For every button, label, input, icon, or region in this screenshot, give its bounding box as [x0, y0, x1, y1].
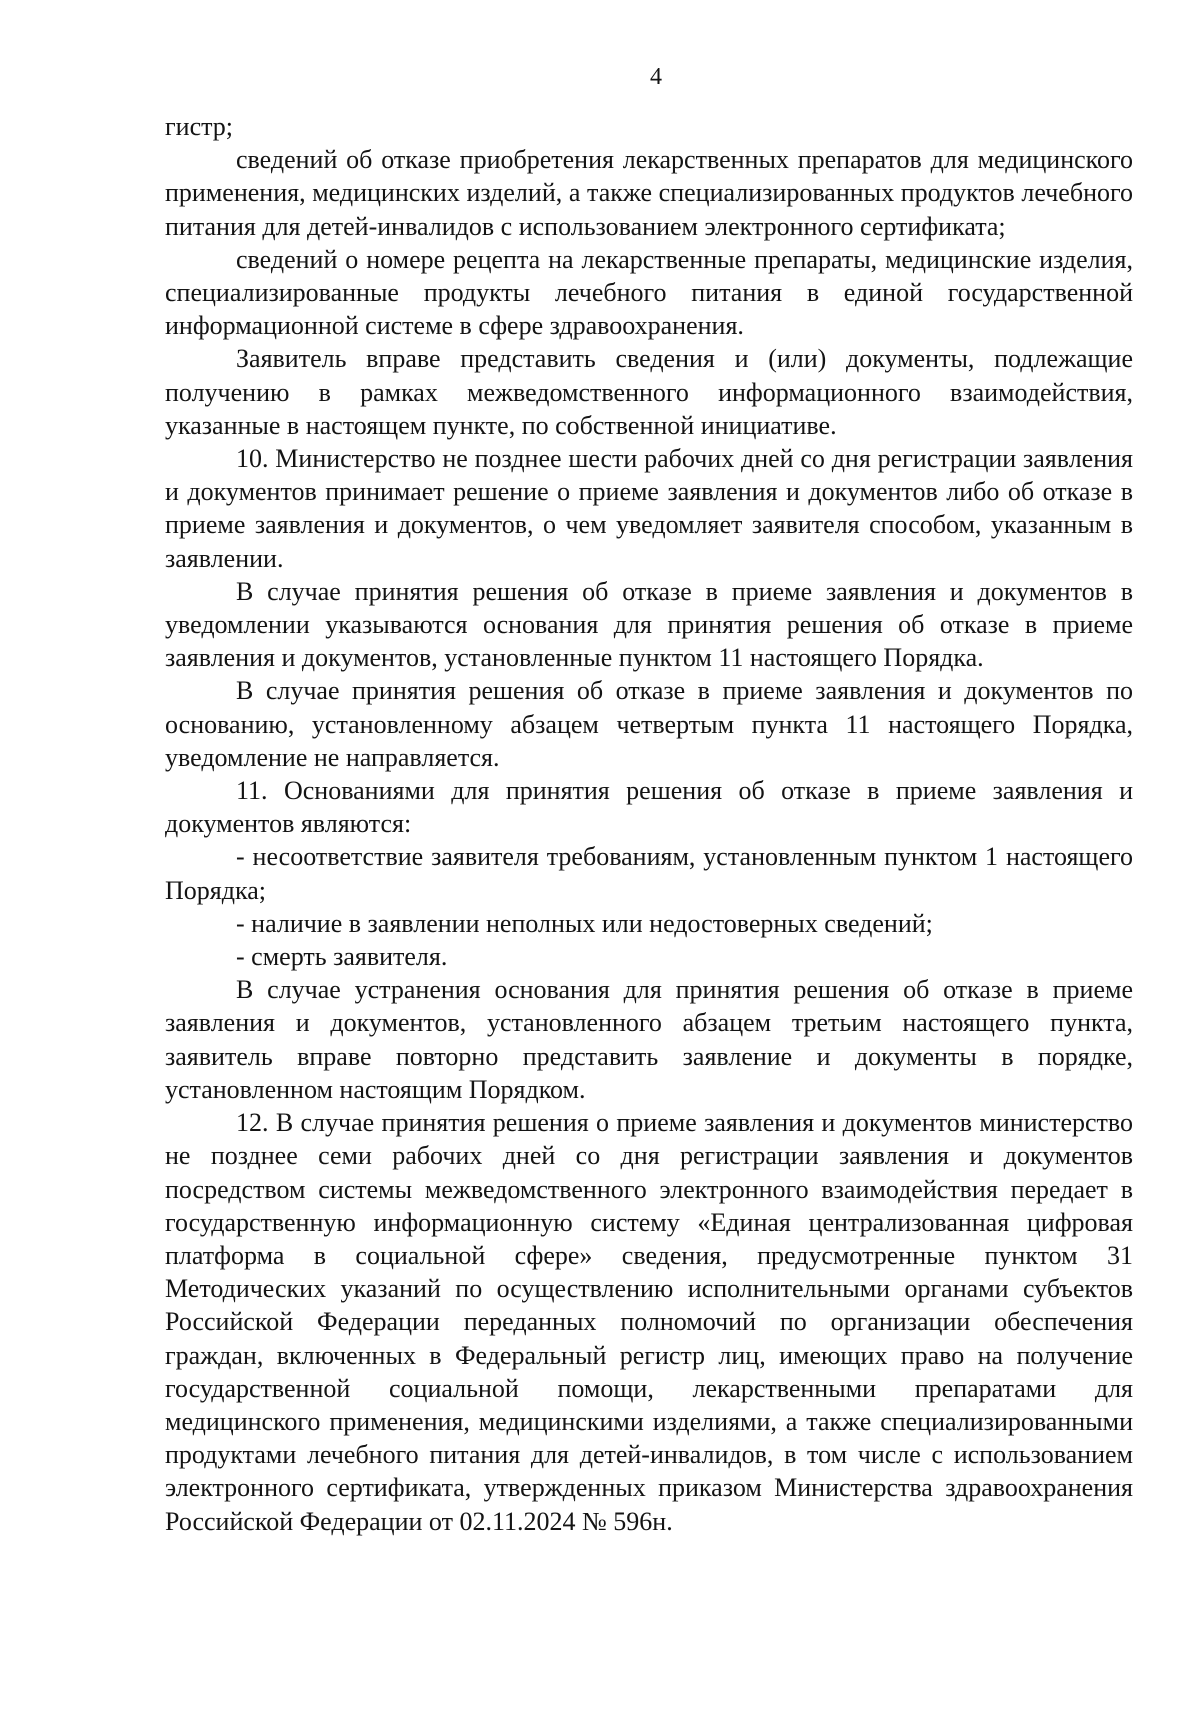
paragraph: Заявитель вправе представить сведения и (или) документы, подлежащие получению в рамках межведомственного информационного взаимодействия, указанные в настоящем пункте, по собственной инициативе. — [165, 344, 1133, 440]
paragraph-item-11: 11. Основаниями для принятия решения об отказе в приеме заявления и документов являются: — [165, 776, 1133, 839]
paragraph: гистр; — [165, 112, 234, 141]
page-number: 4 — [650, 64, 662, 90]
paragraph: В случае принятия решения об отказе в приеме заявления и документов в уведомлении указываются основания для принятия решения об отказе в приеме заявления и документов, установленные пунктом 11 настоящего Порядка. — [165, 576, 1133, 673]
list-item: - смерть заявителя. — [236, 942, 448, 972]
list-item: - наличие в заявлении неполных или недостоверных сведений; — [236, 908, 933, 938]
document-body — [165, 110, 1133, 1538]
paragraph: сведений об отказе приобретения лекарственных препаратов для медицинского применения, медицинских изделий, а также специализированных продуктов лечебного питания для детей-инвалидов с использованием электронного сертификата; — [165, 145, 1133, 241]
paragraph: В случае принятия решения об отказе в приеме заявления и документов по основанию, установленному абзацем четвертым пункта 11 настоящего Порядка, уведомление не направляется. — [165, 676, 1133, 772]
paragraph-item-12: 12. В случае принятия решения о приеме заявления и документов министерство не позднее семи рабочих дней со дня регистрации заявления и документов посредством системы межведомственного электронного взаимодействия передает в государственную информационную систему «Единая централизованная цифровая платформа в социальной сфере» сведения, предусмотренные пунктом 31 Методических указаний по осуществлению исполнительными органами субъектов Российской Федерации переданных полномочий по организации обеспечения граждан, включенных в Федеральный регистр лиц, имеющих право на получение государственной социальной помощи, лекарственными препаратами для медицинского применения, медицинскими изделиями, а также специализированными продуктами лечебного питания для детей-инвалидов, в том числе с использованием электронного сертификата, утвержденных приказом Министерства здравоохранения Российской Федерации от 02.11.2024 № 596н. — [165, 1108, 1133, 1536]
paragraph: сведений о номере рецепта на лекарственные препараты, медицинские изделия, специализированные продукты лечебного питания в единой государственной информационной системе в сфере здравоохранения. — [165, 244, 1133, 341]
paragraph-item-10: 10. Министерство не позднее шести рабочих дней со дня регистрации заявления и документов принимает решение о приеме заявления и документов либо об отказе в приеме заявления и документов, о чем уведомляет заявителя способом, указанным в заявлении. — [165, 444, 1133, 573]
list-item: - несоответствие заявителя требованиям, установленным пунктом 1 настоящего Порядка; — [165, 842, 1133, 905]
paragraph: В случае устранения основания для принятия решения об отказе в приеме заявления и документов, установленного абзацем третьим настоящего пункта, заявитель вправе повторно представить заявление и документы в порядке, установленном настоящим Порядком. — [165, 975, 1133, 1104]
